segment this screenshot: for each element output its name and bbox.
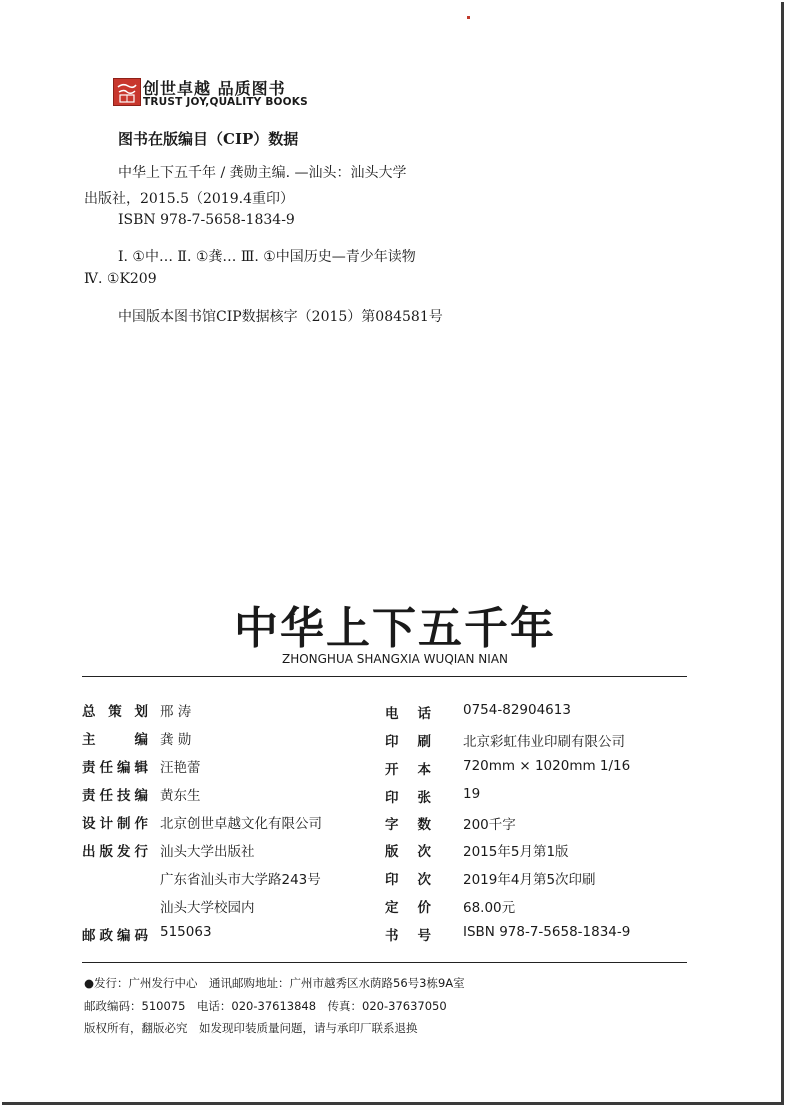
- credit-value: 北京彩虹伟业印刷有限公司: [463, 734, 625, 750]
- credit-value: 720mm × 1020mm 1/16: [463, 758, 631, 774]
- credit-value: 汪艳蕾: [160, 760, 201, 776]
- credit-value: 2015年5月第1版: [463, 844, 569, 860]
- credit-value: 200千字: [463, 817, 516, 833]
- credit-value: 2019年4月第5次印刷: [463, 872, 596, 888]
- print-mark: [467, 16, 470, 19]
- credit-value: 龚 勋: [160, 732, 192, 748]
- cip-record-number: 中国版本图书馆CIP数据核字（2015）第084581号: [118, 309, 443, 325]
- credit-label: 责任技编: [82, 788, 148, 804]
- credit-label: 电话: [385, 706, 431, 722]
- copyright-notice: 版权所有，翻版必究 如发现印装质量问题，请与承印厂联系退换: [84, 1021, 418, 1035]
- divider: [82, 962, 687, 963]
- credit-label: 印次: [385, 872, 431, 888]
- brand-name-en: TRUST JOY,QUALITY BOOKS: [143, 96, 308, 108]
- credit-value: 68.00元: [463, 900, 516, 916]
- contact-info: 邮政编码：510075 电话：020-37613848 传真：020-37637050: [84, 999, 447, 1013]
- credit-value: 515063: [160, 924, 212, 940]
- credit-value: 汕头大学校园内: [160, 900, 255, 916]
- book-title: 中华上下五千年: [234, 603, 556, 654]
- brand-name-cn: 创世卓越 品质图书: [143, 79, 286, 98]
- credit-label: 书号: [385, 928, 431, 944]
- credit-label: 责任编辑: [82, 760, 148, 776]
- credit-label: 主编: [82, 732, 148, 748]
- credit-label: 字数: [385, 817, 431, 833]
- credit-value: 0754-82904613: [463, 702, 571, 718]
- credit-value: 邢 涛: [160, 704, 192, 720]
- publisher-logo-icon: [113, 78, 141, 106]
- credit-label: 印刷: [385, 734, 431, 750]
- credit-label: 邮政编码: [82, 928, 148, 944]
- credit-label: 版次: [385, 844, 431, 860]
- book-pinyin: ZHONGHUA SHANGXIA WUQIAN NIAN: [281, 652, 509, 666]
- credit-value: 北京创世卓越文化有限公司: [160, 816, 322, 832]
- cip-line: 出版社，2015.5（2019.4重印）: [84, 191, 294, 207]
- cip-line: 中华上下五千年 / 龚勋主编. —汕头：汕头大学: [118, 165, 407, 181]
- cip-heading: 图书在版编目（CIP）数据: [118, 130, 299, 148]
- credit-value: 广东省汕头市大学路243号: [160, 872, 321, 888]
- divider: [82, 676, 687, 677]
- credit-label: 设计制作: [82, 816, 148, 832]
- credit-label: 印张: [385, 790, 431, 806]
- cip-classification: Ⅰ. ①中… Ⅱ. ①龚… Ⅲ. ①中国历史—青少年读物: [118, 249, 416, 265]
- cip-isbn: ISBN 978-7-5658-1834-9: [118, 212, 295, 228]
- credit-value: ISBN 978-7-5658-1834-9: [463, 924, 631, 940]
- credit-label: 总策划: [82, 704, 148, 720]
- credit-label: 出版发行: [82, 844, 148, 860]
- credit-label: 定价: [385, 900, 431, 916]
- credit-value: 19: [463, 786, 481, 802]
- credit-label: 开本: [385, 762, 431, 778]
- credit-value: 黄东生: [160, 788, 201, 804]
- credit-value: 汕头大学出版社: [160, 844, 255, 860]
- distribution-info: ●发行：广州发行中心 通讯邮购地址：广州市越秀区水荫路56号3栋9A室: [84, 976, 465, 990]
- cip-classification: Ⅳ. ①K209: [84, 271, 157, 287]
